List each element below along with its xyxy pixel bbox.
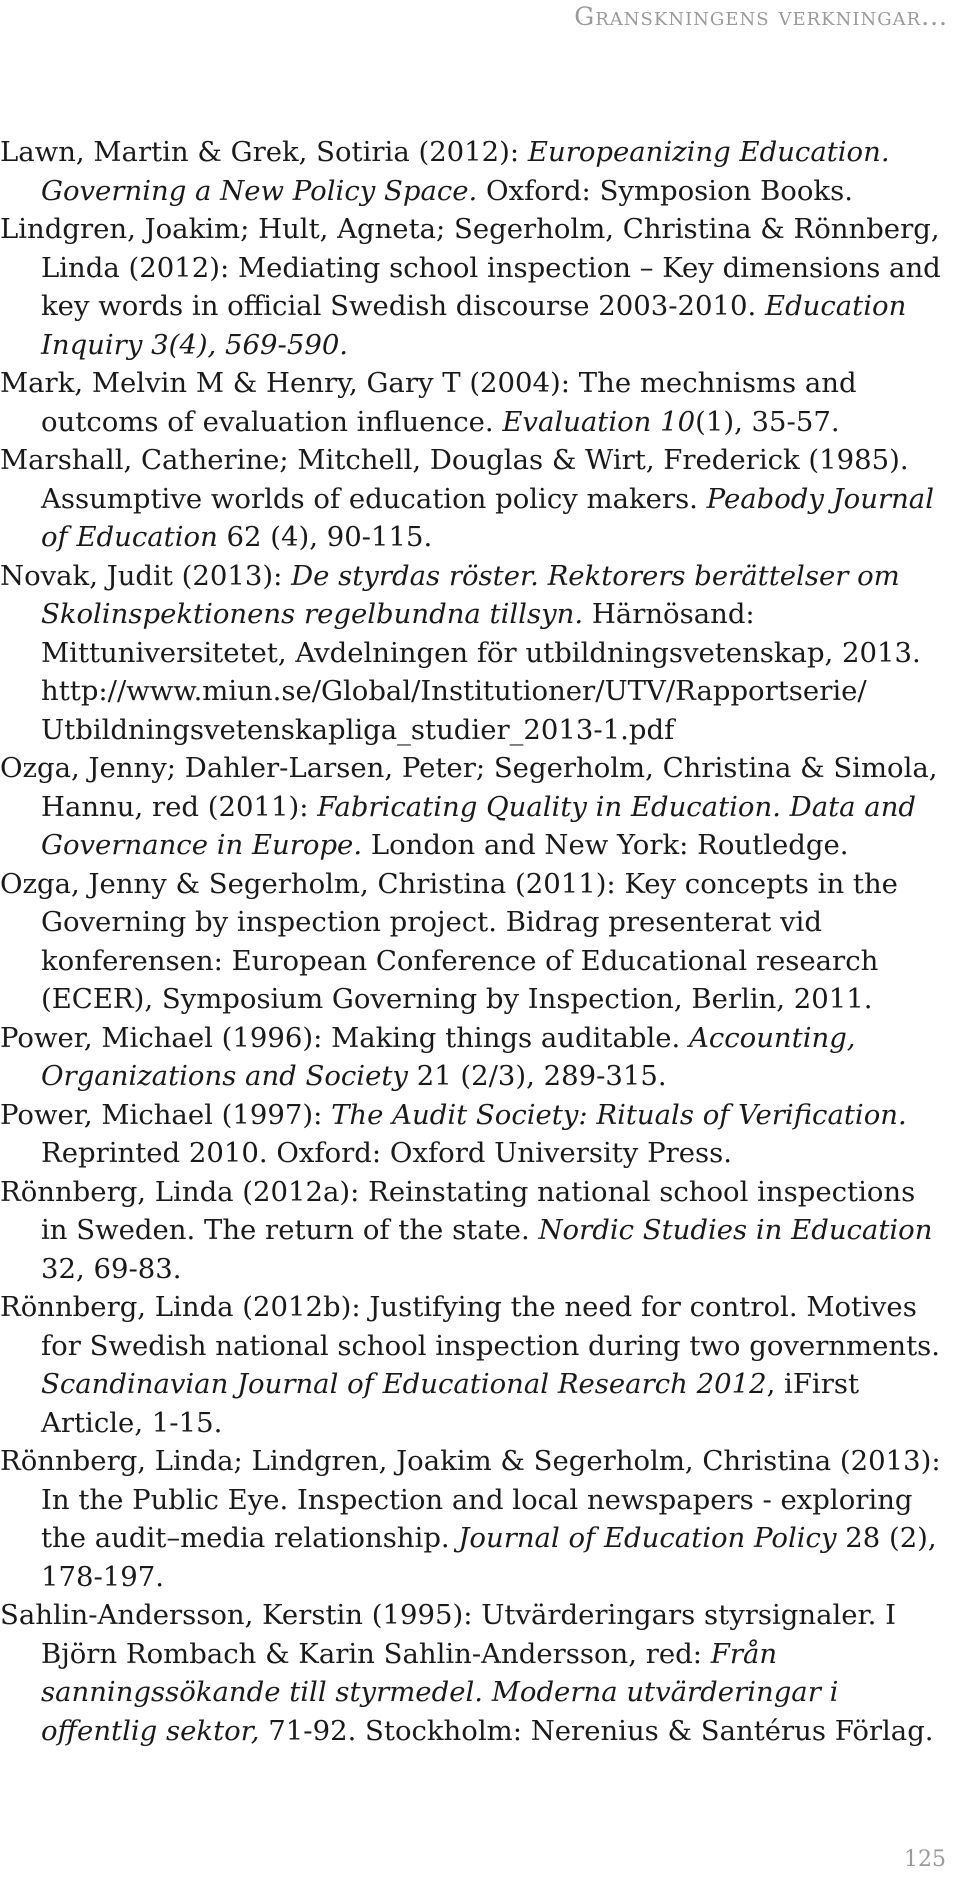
reference-text: 28 (2), 178-197. [41,1522,937,1593]
running-header: Granskningens verkningar... [574,2,948,31]
reference-text: Reprinted 2010. Oxford: Oxford University Press. [41,1137,732,1169]
reference-text: Oxford: Symposion Books. [477,174,853,207]
reference-entry [0,865,945,1019]
reference-text: 21 (2/3), 289-315. [407,1060,667,1092]
reference-list [0,133,945,1750]
reference-title-italic: Europeanizing Education. Governing a New Policy Space. [41,136,890,207]
reference-text: Sahlin-Andersson, Kerstin (1995): Utvärderingars styrsignaler. I Björn Rombach & Karin Sahlin-Andersson, red: [0,1599,897,1670]
reference-text: 62 (4), 90-115. [217,521,433,553]
reference-title-italic: Accounting, Organizations and Society [41,1021,856,1092]
reference-entry [0,1019,945,1096]
reference-title-italic: Peabody Journal of Education [41,482,934,553]
page-number: 125 [904,1847,946,1872]
reference-text: London and New York: Routledge. [362,829,849,861]
reference-title-italic: Från sanningssökande till styrmedel. Moderna utvärderingar i offentlig sektor, [41,1637,839,1747]
reference-text: Rönnberg, Linda (2012b): Justifying the need for control. Motives for Swedish national school inspection during two governments. [0,1291,941,1362]
reference-entry [0,364,945,441]
reference-text: Rönnberg, Linda; Lindgren, Joakim & Segerholm, Christina (2013): In the Public Eye. Inspection and local newspapers - exploring the audit–media relationship. [0,1445,941,1554]
reference-entry [0,441,945,557]
reference-entry [0,557,945,750]
reference-title-italic: De styrdas röster. Rektorers berättelser om Skolinspektionens regelbundna tillsyn. [41,559,900,630]
reference-title-italic: Journal of Education Policy [458,1522,837,1554]
reference-text: Marshall, Catherine; Mitchell, Douglas & Wirt, Frederick (1985). Assumptive worlds of education policy makers. [0,444,909,515]
reference-text: 32, 69-83. [41,1252,182,1285]
reference-text: Lawn, Martin & Grek, Sotiria (2012): [0,136,528,168]
reference-entry [0,1173,945,1289]
reference-title-italic: Scandinavian Journal of Educational Research 2012 [41,1368,767,1400]
reference-text: Power, Michael (1997): [0,1098,332,1131]
reference-text: Rönnberg, Linda (2012a): Reinstating national school inspections in Sweden. The return of the state. [0,1175,916,1246]
reference-entry [0,1442,945,1596]
reference-entry [0,1596,945,1750]
reference-text: (1), 35-57. [695,405,840,438]
reference-text: Power, Michael (1996): Making things auditable. [0,1021,689,1054]
reference-title-italic: Nordic Studies in Education [538,1214,933,1246]
reference-entry [0,210,945,364]
reference-text: Lindgren, Joakim; Hult, Agneta; Segerholm, Christina & Rönnberg, Linda (2012): Mediating school inspection – Key dimensions and key words in official Swedish discourse 2003-2010. [0,213,941,322]
reference-entry [0,1288,945,1442]
reference-entry [0,1096,945,1173]
reference-entry [0,133,945,210]
reference-title-italic: The Audit Society: Rituals of Verification. [331,1098,907,1131]
reference-text: Ozga, Jenny; Dahler-Larsen, Peter; Segerholm, Christina & Simola, Hannu, red (2011): [0,752,938,823]
reference-text: , iFirst Article, 1-15. [41,1368,860,1439]
reference-title-italic: Education Inquiry 3(4), 569-590. [41,290,907,361]
reference-text: Mark, Melvin M & Henry, Gary T (2004): The mechnisms and outcoms of evaluation influence. [0,367,857,438]
reference-title-italic: Evaluation 10 [502,405,696,438]
reference-text: Ozga, Jenny & Segerholm, Christina (2011): Key concepts in the Governing by inspection project. Bidrag presenterat vid konferensen: European Conference of Educational research (ECER), Symposium Governing by Inspection, Berlin, 2011. [0,867,898,1015]
reference-text: Novak, Judit (2013): [0,559,292,592]
reference-text: Härnösand: Mittuniversitetet, Avdelningen för utbildningsvetenskap, 2013. http://www.miun.se/Global/Institutioner/UTV/Rapportserie/ Utbildningsvetenskapliga_studier_2013-1.pdf [41,598,921,746]
reference-title-italic: Fabricating Quality in Education. Data and Governance in Europe. [41,790,917,861]
reference-entry [0,749,945,865]
reference-text: 71-92. Stockholm: Nerenius & Santérus Förlag. [259,1714,934,1747]
